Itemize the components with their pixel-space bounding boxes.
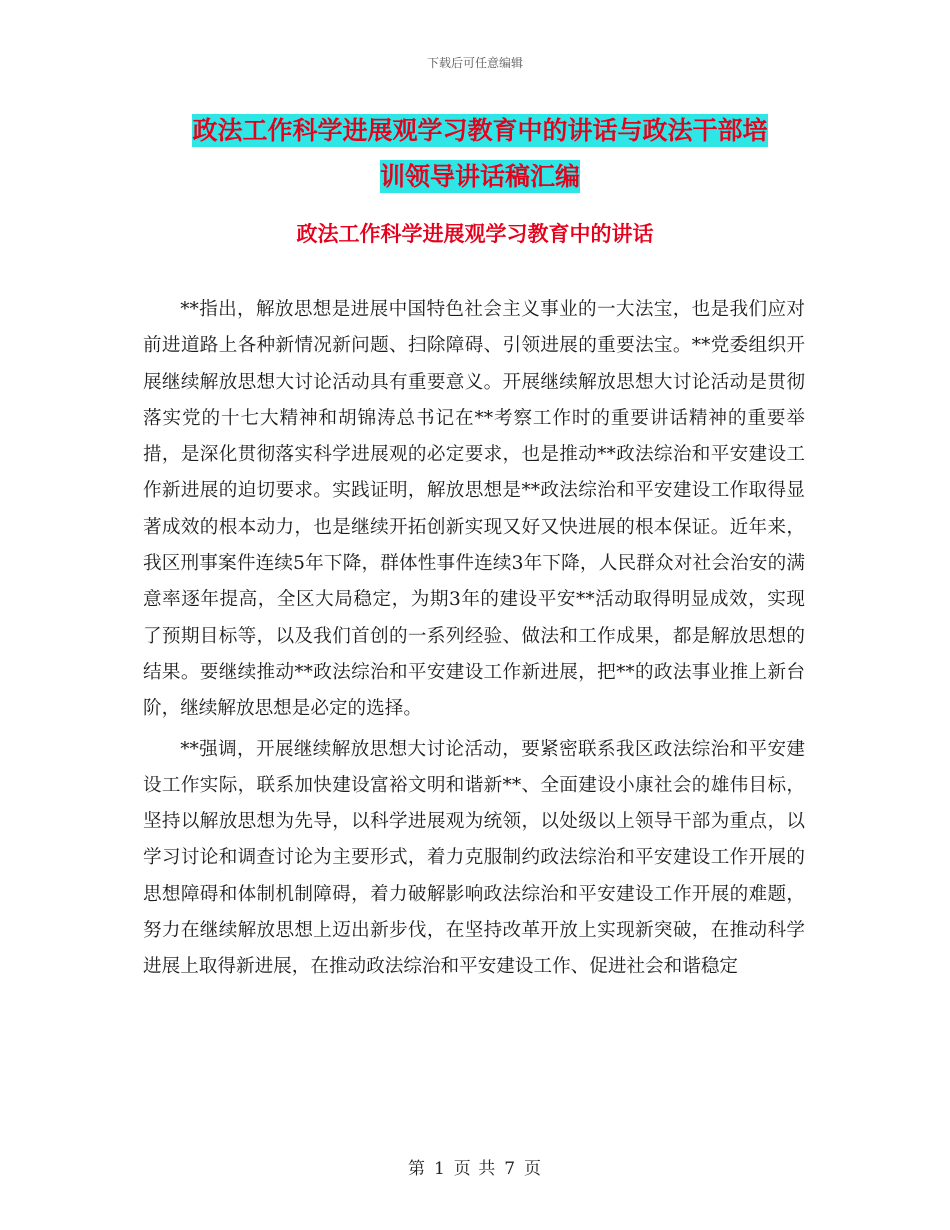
title-line-2: 训领导讲话稿汇编	[379, 162, 580, 191]
section-heading: 政法工作科学进展观学习教育中的讲话	[296, 222, 654, 246]
footer-page-number: 1	[433, 1159, 446, 1179]
page-footer	[0, 1154, 950, 1179]
header-note: 下载后可任意编辑	[426, 56, 523, 70]
footer-middle: 页 共	[453, 1159, 497, 1179]
document-title	[140, 108, 820, 200]
body-text	[143, 292, 805, 986]
paragraph-1: **指出，解放思想是进展中国特色社会主义事业的一大法宝，也是我们应对前进道路上各种新情况新问题、扫除障碍、引领进展的重要法宝。**党委组织开展继续解放思想大讨论活动具有重要意义。开展继续解放思想大讨论活动是贯彻落实党的十七大精神和胡锦涛总书记在**考察工作时的重要讲话精神的重要举措，是深化贯彻落实科学进展观的必定要求，也是推动**政法综治和平安建设工作新进展的迫切要求。实践证明，解放思想是**政法综治和平安建设工作取得显著成效的根本动力，也是继续开拓创新实现又好又快进展的根本保证。近年来，我区刑事案件连续5年下降，群体性事件连续3年下降，人民群众对社会治安的满意率逐年提高，全区大局稳定，为期3年的建设平安**活动取得明显成效，实现了预期目标等，以及我们首创的一系列经验、做法和工作成果，都是解放思想的结果。要继续推动**政法综治和平安建设工作新进展，把**的政法事业推上新台阶，继续解放思想是必定的选择。	[143, 299, 805, 720]
footer-total-pages: 7	[504, 1159, 517, 1179]
title-line-1: 政法工作科学进展观学习教育中的讲话与政法干部培	[192, 116, 768, 145]
footer-prefix: 第	[407, 1159, 426, 1179]
paragraph-2: **强调，开展继续解放思想大讨论活动，要紧密联系我区政法综治和平安建设工作实际，联系加快建设富裕文明和谐新**、全面建设小康社会的雄伟目标，坚持以解放思想为先导，以科学进展观为统领，以处级以上领导干部为重点，以学习讨论和调查讨论为主要形式，着力克服制约政法综治和平安建设工作开展的思想障碍和体制机制障碍，着力破解影响政法综治和平安建设工作开展的难题，努力在继续解放思想上迈出新步伐，在坚持改革开放上实现新突破，在推动科学进展上取得新进展，在推动政法综治和平安建设工作、促进社会和谐稳定	[143, 738, 805, 978]
footer-suffix: 页	[524, 1159, 543, 1179]
